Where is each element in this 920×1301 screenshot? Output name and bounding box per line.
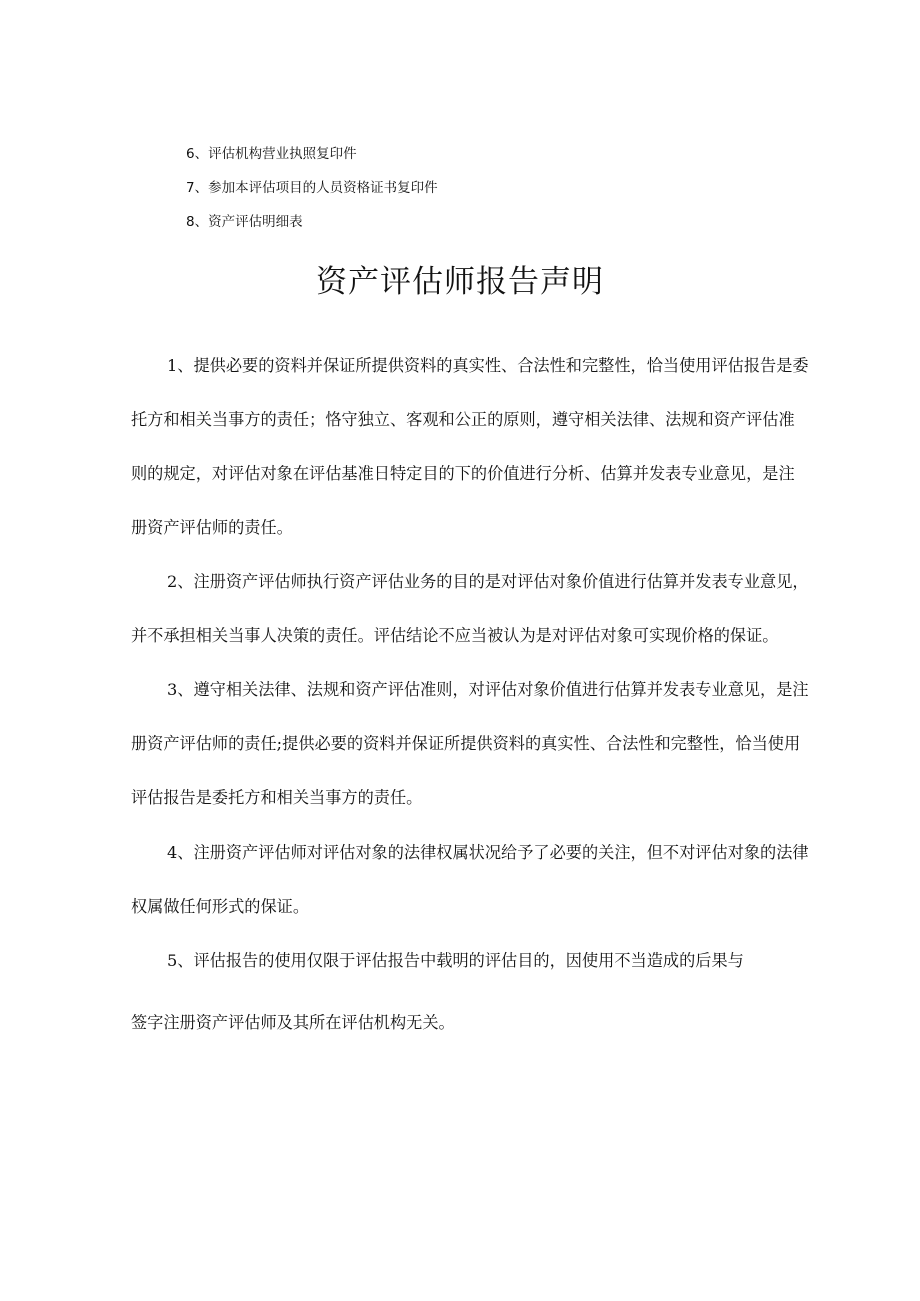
attachment-list xyxy=(186,146,438,248)
paragraph-1-line-3: 则的规定，对评估对象在评估基准日特定目的下的价值进行分析、估算并发表专业意见，是注 xyxy=(131,464,795,483)
paragraph-2-line-2: 并不承担相关当事人决策的责任。评估结论不应当被认为是对评估对象可实现价格的保证。 xyxy=(131,626,779,645)
page-title: 资产评估师报告声明 xyxy=(316,264,604,300)
paragraph-3-line-2: 册资产评估师的责任;提供必要的资料并保证所提供资料的真实性、合法性和完整性，恰当使用 xyxy=(131,734,801,753)
attachment-text: 资产评估明细表 xyxy=(208,214,303,230)
attachment-item xyxy=(186,214,438,231)
paragraph-3-line-3: 评估报告是委托方和相关当事方的责任。 xyxy=(131,788,423,807)
paragraph-4-line-1: 4、注册资产评估师对评估对象的法律权属状况给予了必要的关注，但不对评估对象的法律 xyxy=(167,843,809,862)
paragraph-4-line-2: 权属做任何形式的保证。 xyxy=(131,897,310,916)
attachment-number: 7、 xyxy=(186,180,209,196)
paragraph-5-line-1: 5、评估报告的使用仅限于评估报告中载明的评估目的，因使用不当造成的后果与 xyxy=(167,951,744,970)
paragraph-2-line-1: 2、注册资产评估师执行资产评估业务的目的是对评估对象价值进行估算并发表专业意见， xyxy=(167,572,809,591)
attachment-item xyxy=(186,146,438,163)
attachment-text: 参加本评估项目的人员资格证书复印件 xyxy=(208,180,438,196)
paragraph-3-line-1: 3、遵守相关法律、法规和资产评估准则，对评估对象价值进行估算并发表专业意见，是注 xyxy=(167,680,809,699)
attachment-text: 评估机构营业执照复印件 xyxy=(208,146,357,162)
paragraph-1-line-1: 1、提供必要的资料并保证所提供资料的真实性、合法性和完整性，恰当使用评估报告是委 xyxy=(167,356,809,375)
paragraph-1-line-2: 托方和相关当事方的责任；恪守独立、客观和公正的原则，遵守相关法律、法规和资产评估准 xyxy=(131,410,795,429)
attachment-number: 6、 xyxy=(186,146,209,162)
paragraph-5-line-2: 签字注册资产评估师及其所在评估机构无关。 xyxy=(131,1013,455,1032)
attachment-number: 8、 xyxy=(186,214,209,230)
attachment-item xyxy=(186,180,438,197)
paragraph-1-line-4: 册资产评估师的责任。 xyxy=(131,518,293,537)
